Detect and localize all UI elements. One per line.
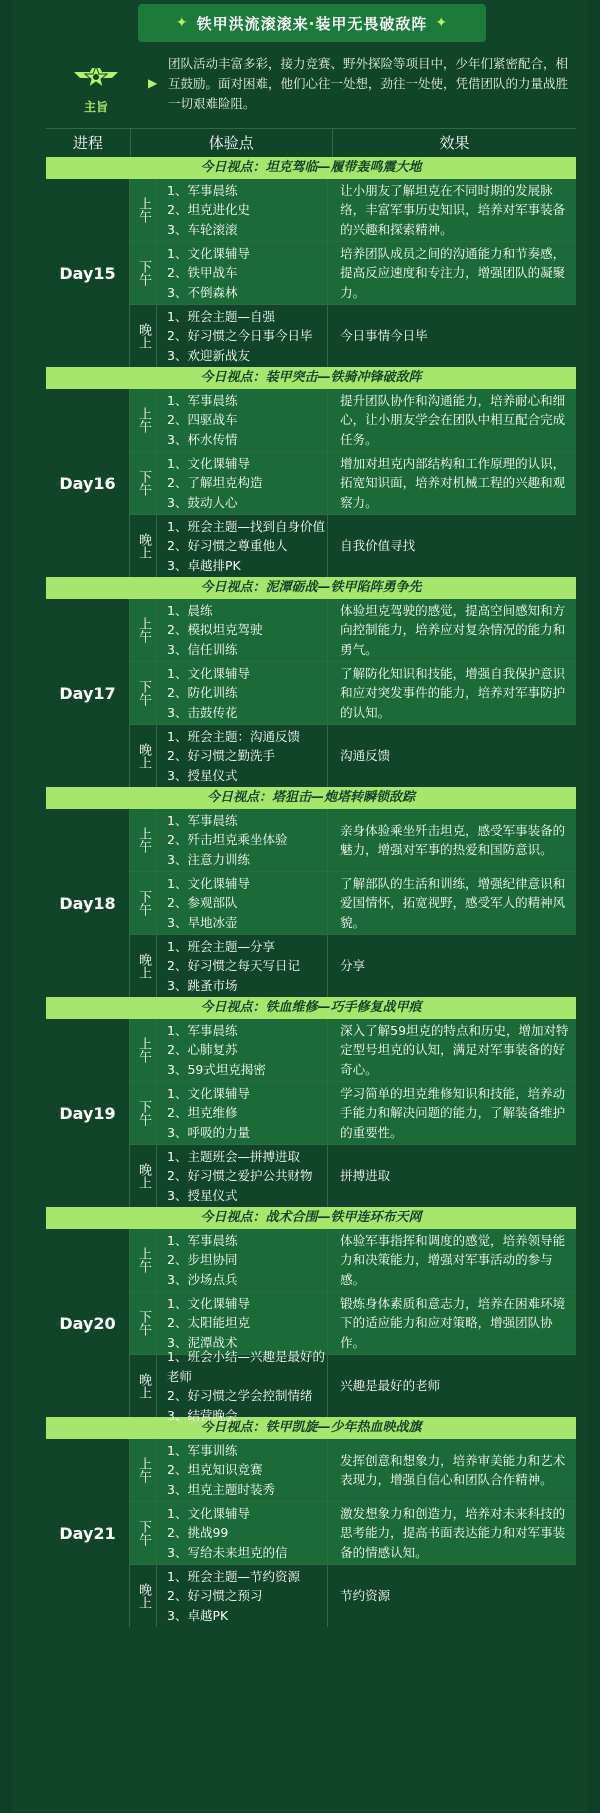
table-row	[130, 305, 576, 367]
activity-list	[157, 1502, 328, 1564]
activity-list	[157, 662, 328, 724]
effect-text: 分享	[340, 958, 366, 974]
activity-item: 3、鼓动人心	[167, 494, 238, 510]
activity-item: 2、好习惯之学会控制情绪	[167, 1388, 313, 1403]
period-label: 晚上	[130, 1355, 157, 1417]
activity-item: 2、好习惯之今日事今日毕	[167, 328, 313, 344]
effect-text: 沟通反馈	[340, 748, 391, 764]
activity-item: 3、泥潭战术	[167, 1334, 238, 1350]
activity-item: 1、文化课辅导	[167, 875, 250, 891]
period-label: 晚上	[130, 935, 157, 997]
period-label: 晚上	[130, 515, 157, 577]
activity-item: 1、军事晨练	[167, 812, 238, 828]
period-label: 下午	[130, 1292, 157, 1354]
activity-list	[157, 452, 328, 514]
table-row	[130, 935, 576, 997]
period-label: 上午	[130, 389, 157, 451]
effect-text: 体验坦克驾驶的感觉，提高空间感知和方向控制能力，培养应对复杂情况的能力和勇气。	[340, 602, 566, 657]
day-label: Day17	[46, 599, 130, 787]
activity-list	[157, 1349, 328, 1423]
table-row	[130, 1229, 576, 1292]
activity-item: 2、歼击坦克乘坐体验	[167, 832, 288, 848]
activity-item: 3、沙场点兵	[167, 1271, 238, 1287]
activity-list	[157, 305, 328, 367]
activity-item: 1、军事晨练	[167, 182, 238, 198]
period-label: 上午	[130, 1229, 157, 1291]
day-view-banner: 今日视点：装甲突击—铁骑冲锋破敌阵	[46, 367, 576, 389]
aim-label: 主旨	[83, 100, 108, 114]
day-label: Day15	[46, 179, 130, 367]
activity-item: 2、好习惯之勤洗手	[167, 748, 275, 764]
star-icon: ✦	[175, 15, 189, 31]
effect-text: 节约资源	[340, 1588, 391, 1604]
activity-item: 1、军事晨练	[167, 1232, 238, 1248]
table-row	[130, 1145, 576, 1207]
activity-item: 3、卓越PK	[167, 1607, 229, 1623]
col-experience: 体验点	[131, 129, 333, 157]
aim-section	[12, 48, 588, 120]
day-view-banner: 今日视点：泥潭砺战—铁甲陷阵勇争先	[46, 577, 576, 599]
period-label: 上午	[130, 809, 157, 871]
effect-text: 培养团队成员之间的沟通能力和节奏感，提高反应速度和专注力，增强团队的凝聚力。	[340, 245, 566, 300]
activity-list	[157, 242, 328, 304]
activity-list	[157, 1019, 328, 1081]
activity-list	[157, 1439, 328, 1501]
period-label: 上午	[130, 1439, 157, 1501]
effect-text: 体验军事指挥和调度的感觉，培养领导能力和决策能力，增强对军事活动的参与感。	[340, 1232, 566, 1287]
period-label: 上午	[130, 179, 157, 241]
day-block	[46, 599, 576, 787]
day-view-banner: 今日视点：坦克驾临—履带轰鸣震大地	[46, 157, 576, 179]
effect-text: 自我价值寻找	[340, 538, 416, 554]
military-star-icon	[72, 58, 120, 98]
activity-item: 2、心肺复苏	[167, 1042, 238, 1058]
effect-text: 拼搏进取	[340, 1168, 391, 1184]
activity-item: 3、欢迎新战友	[167, 347, 250, 363]
activity-list	[157, 725, 328, 787]
period-label: 下午	[130, 1502, 157, 1564]
activity-item: 3、旱地冰壶	[167, 914, 238, 930]
col-effect: 效果	[439, 134, 470, 152]
day-label: Day21	[46, 1439, 130, 1627]
day-label: Day18	[46, 809, 130, 997]
arrow-right-icon: ▶	[148, 76, 158, 90]
table-row	[130, 1082, 576, 1145]
effect-text: 让小朋友了解坦克在不同时期的发展脉络，丰富军事历史知识，培养对军事装备的兴趣和探索精神。	[340, 182, 566, 237]
activity-list	[157, 389, 328, 451]
activity-item: 2、防化训练	[167, 685, 238, 701]
activity-item: 1、文化课辅导	[167, 665, 250, 681]
activity-item: 2、坦克维修	[167, 1105, 238, 1121]
table-row	[130, 452, 576, 515]
table-row	[130, 179, 576, 242]
activity-item: 2、太阳能坦克	[167, 1315, 250, 1331]
activity-item: 1、军事训练	[167, 1442, 238, 1458]
activity-item: 1、晨练	[167, 602, 213, 618]
effect-text: 学习简单的坦克维修知识和技能，培养动手能力和解决问题的能力，了解装备维护的重要性。	[340, 1085, 566, 1140]
activity-item: 2、好习惯之爱护公共财物	[167, 1168, 313, 1184]
activity-item: 3、注意力训练	[167, 851, 250, 867]
activity-item: 3、写给未来坦克的信	[167, 1544, 288, 1560]
col-progress: 进程	[46, 129, 131, 157]
activity-item: 3、结营晚会	[167, 1407, 238, 1423]
period-label: 晚上	[130, 725, 157, 787]
activity-item: 3、授星仪式	[167, 1187, 238, 1203]
activity-item: 2、好习惯之预习	[167, 1588, 263, 1604]
period-label: 晚上	[130, 1145, 157, 1207]
table-row	[130, 662, 576, 725]
effect-text: 发挥创意和想象力，培养审美能力和艺术表现力，增强自信心和团队合作精神。	[340, 1452, 566, 1487]
period-label: 晚上	[130, 1565, 157, 1627]
period-label: 下午	[130, 452, 157, 514]
activity-item: 3、59式坦克揭密	[167, 1061, 266, 1077]
activity-list	[157, 1082, 328, 1144]
activity-list	[157, 1565, 328, 1627]
day-view-banner: 今日视点：铁血维修—巧手修复战甲痕	[46, 997, 576, 1019]
day-view-banner: 今日视点：塔狙击—炮塔转瞬锁敌踪	[46, 787, 576, 809]
activity-list	[157, 935, 328, 997]
effect-text: 锻炼身体素质和意志力，培养在困难环境下的适应能力和应对策略，增强团队协作。	[340, 1295, 566, 1350]
activity-item: 1、班会主题—自强	[167, 308, 275, 324]
activity-item: 2、好习惯之每天写日记	[167, 958, 300, 974]
day-block	[46, 179, 576, 367]
activity-item: 2、模拟坦克驾驶	[167, 622, 263, 638]
activity-item: 1、文化课辅导	[167, 1295, 250, 1311]
activity-item: 1、文化课辅导	[167, 1085, 250, 1101]
table-row	[130, 725, 576, 787]
period-label: 上午	[130, 599, 157, 661]
activity-item: 1、军事晨练	[167, 1022, 238, 1038]
day-list	[46, 157, 576, 1627]
activity-list	[157, 1292, 328, 1354]
activity-item: 3、击鼓传花	[167, 704, 238, 720]
activity-item: 1、文化课辅导	[167, 455, 250, 471]
activity-item: 2、了解坦克构造	[167, 475, 263, 491]
effect-text: 今日事情今日毕	[340, 328, 428, 344]
activity-item: 1、班会主题—分享	[167, 938, 275, 954]
page-title-text: 铁甲洪流滚滚来·装甲无畏破敌阵	[196, 14, 428, 33]
day-block	[46, 1439, 576, 1627]
activity-list	[157, 515, 328, 577]
activity-item: 3、坦克主题时装秀	[167, 1481, 275, 1497]
activity-item: 1、班会主题—节约资源	[167, 1568, 300, 1584]
page-title	[138, 4, 486, 42]
period-label: 下午	[130, 242, 157, 304]
activity-item: 1、班会主题：沟通反馈	[167, 728, 300, 744]
activity-list	[157, 1145, 328, 1207]
table-row	[130, 389, 576, 452]
day-block	[46, 809, 576, 997]
table-row	[130, 1439, 576, 1502]
activity-item: 2、铁甲战车	[167, 265, 238, 281]
activity-item: 3、跳蚤市场	[167, 977, 238, 993]
table-row	[130, 1349, 576, 1423]
effect-text: 提升团队协作和沟通能力，培养耐心和细心，让小朋友学会在团队中相互配合完成任务。	[340, 392, 566, 447]
effect-text: 了解防化知识和技能，增强自我保护意识和应对突发事件的能力，培养对军事防护的认知。	[340, 665, 566, 720]
table-row	[130, 1019, 576, 1082]
activity-item: 2、坦克进化史	[167, 202, 250, 218]
activity-item: 2、步坦协同	[167, 1252, 238, 1268]
activity-item: 1、文化课辅导	[167, 245, 250, 261]
activity-item: 2、好习惯之尊重他人	[167, 538, 288, 554]
period-label: 下午	[130, 1082, 157, 1144]
day-label: Day19	[46, 1019, 130, 1207]
effect-text: 兴趣是最好的老师	[340, 1378, 441, 1394]
activity-item: 3、信任训练	[167, 641, 238, 657]
table-row	[130, 242, 576, 305]
activity-item: 3、车轮滚滚	[167, 221, 238, 237]
activity-item: 2、四驱战车	[167, 412, 238, 428]
activity-list	[157, 1229, 328, 1291]
table-row	[130, 1565, 576, 1627]
activity-item: 3、呼吸的力量	[167, 1124, 250, 1140]
day-label: Day20	[46, 1229, 130, 1417]
effect-text: 激发想象力和创造力，培养对未来科技的思考能力，提高书面表达能力和对军事装备的情感认知。	[340, 1505, 566, 1560]
day-label: Day16	[46, 389, 130, 577]
activity-item: 1、班会小结—兴趣是最好的老师	[167, 1349, 325, 1384]
activity-list	[157, 179, 328, 241]
activity-item: 2、挑战99	[167, 1525, 229, 1541]
activity-list	[157, 599, 328, 661]
table-row	[130, 872, 576, 935]
activity-item: 1、班会主题—找到自身价值	[167, 518, 325, 534]
table-row	[130, 515, 576, 577]
activity-item: 1、军事晨练	[167, 392, 238, 408]
table-row	[130, 809, 576, 872]
activity-item: 3、卓越排PK	[167, 557, 241, 573]
star-icon: ✦	[435, 15, 449, 31]
activity-item: 1、文化课辅导	[167, 1505, 250, 1521]
activity-item: 3、不倒森林	[167, 284, 238, 300]
period-label: 下午	[130, 662, 157, 724]
day-block	[46, 389, 576, 577]
period-label: 下午	[130, 872, 157, 934]
emblem	[72, 58, 120, 114]
aim-text: 团队活动丰富多彩，接力竞赛、野外探险等项目中，少年们紧密配合，相互鼓励。面对困难，他们心往一处想，劲往一处使，凭借团队的力量战胜一切艰难险阻。	[168, 56, 569, 111]
period-label: 上午	[130, 1019, 157, 1081]
effect-text: 增加对坦克内部结构和工作原理的认识，拓宽知识面，培养对机械工程的兴趣和观察力。	[340, 455, 566, 510]
day-block	[46, 1019, 576, 1207]
activity-item: 3、杯水传情	[167, 431, 238, 447]
activity-list	[157, 872, 328, 934]
page	[12, 0, 588, 1812]
day-view-banner: 今日视点：铁甲凯旋—少年热血映战旗	[46, 1417, 576, 1439]
schedule-table	[46, 128, 576, 1813]
activity-item: 3、授星仪式	[167, 767, 238, 783]
table-row	[130, 599, 576, 662]
activity-item: 2、坦克知识竞赛	[167, 1462, 263, 1478]
effect-text: 了解部队的生活和训练，增强纪律意识和爱国情怀，拓宽视野，感受军人的精神风貌。	[340, 875, 566, 930]
activity-list	[157, 809, 328, 871]
table-row	[130, 1292, 576, 1355]
activity-item: 2、参观部队	[167, 895, 238, 911]
effect-text: 亲身体验乘坐歼击坦克，感受军事装备的魅力，增强对军事的热爱和国防意识。	[340, 822, 566, 857]
day-view-banner: 今日视点：战术合围—铁甲连环布天网	[46, 1207, 576, 1229]
day-block	[46, 1229, 576, 1423]
period-label: 晚上	[130, 305, 157, 367]
activity-item: 1、主题班会—拼搏进取	[167, 1148, 300, 1164]
table-header	[46, 129, 576, 157]
table-row	[130, 1502, 576, 1565]
effect-text: 深入了解59坦克的特点和历史，增加对特定型号坦克的认知，满足对军事装备的好奇心。	[340, 1022, 569, 1077]
